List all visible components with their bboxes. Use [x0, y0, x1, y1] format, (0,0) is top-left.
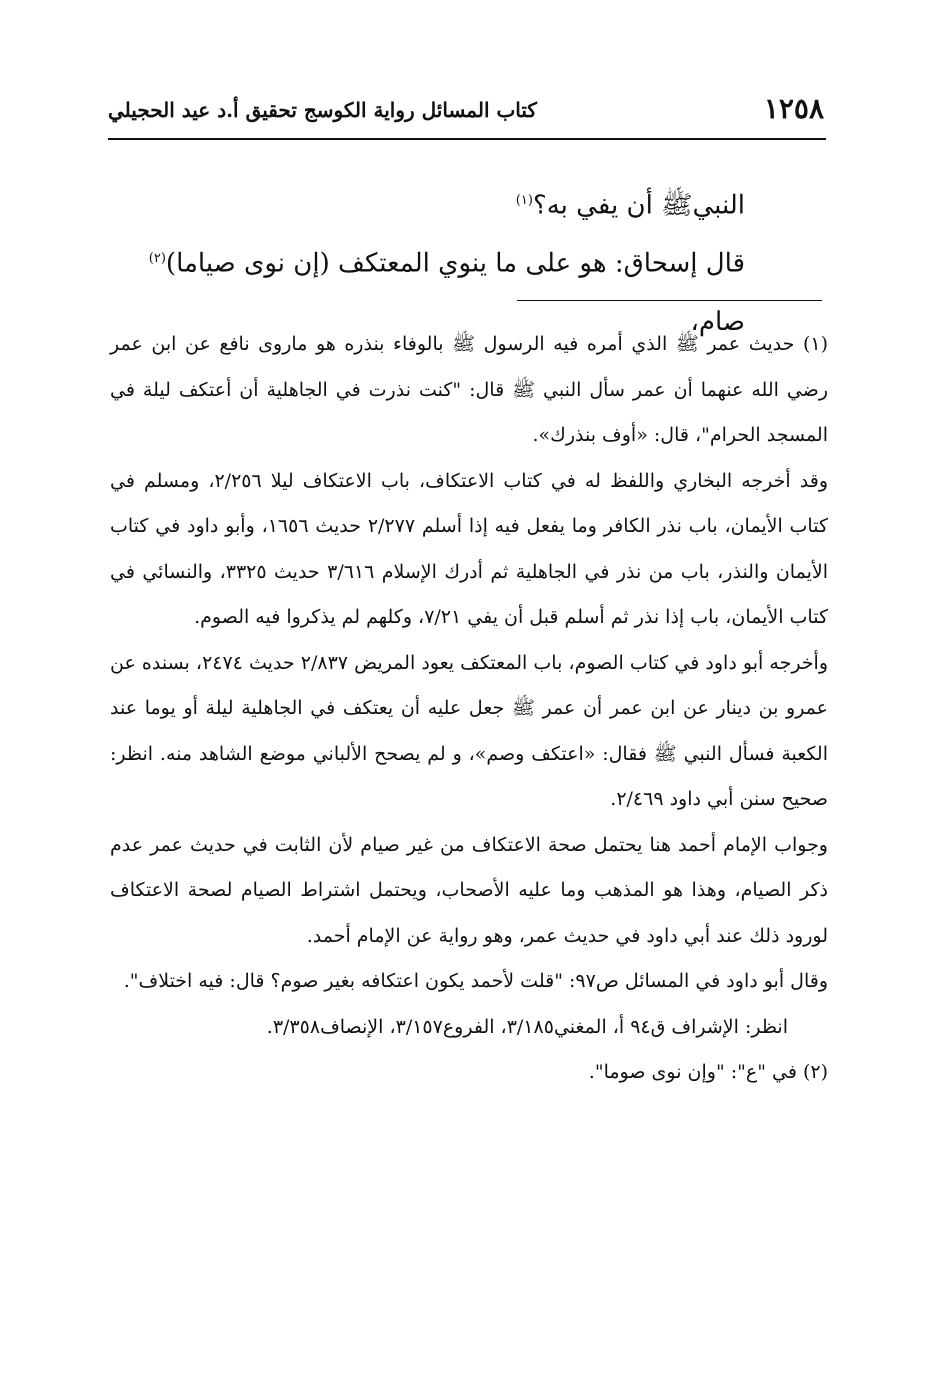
running-header — [108, 92, 824, 128]
footnote-text: حديث عمر ﷺ الذي أمره فيه الرسول ﷺ بالوفاء بنذره هو ماروى نافع عن ابن عمر رضي الله عنهما أن عمر سأل النبي ﷺ قال: "كنت نذرت في الجاهلية أن أعتكف ليلة في المسجد الحرام"، قال: «أوف بنذرك». — [110, 333, 828, 446]
footnote-paragraph — [110, 322, 828, 459]
main-line-text: صام، — [690, 306, 745, 337]
footnote-paragraph — [110, 959, 828, 1005]
footnote-text: وأخرجه أبو داود في كتاب الصوم، باب المعتكف يعود المريض ٢/٨٣٧ حديث ٢٤٧٤، بسنده عن عمرو بن دينار عن ابن عمر أن عمر ﷺ جعل عليه أن يعتكف في الجاهلية ليلة أو يوما عند الكعبة فسأل النبي ﷺ فقال: «اعتكف وصم»، و لم يصحح الألباني موضع الشاهد منه. انظر: صحيح سنن أبي داود ٢/٤٦٩. — [110, 651, 829, 810]
header-rule — [108, 138, 826, 140]
footnote-number: (١) — [794, 333, 828, 355]
footnote-text: وقد أخرجه البخاري واللفظ له في كتاب الاعتكاف، باب الاعتكاف ليلا ٢/٢٥٦، ومسلم في كتاب الأيمان، باب نذر الكافر وما يفعل فيه إذا أسلم ٢/٢٧٧ حديث ١٦٥٦، وأبو داود في كتاب الأيمان والنذر، باب من نذر في الجاهلية ثم أدرك الإسلام ٣/٦١٦ حديث ٣٣٢٥، والنسائي في كتاب الأيمان، باب إذا نذر ثم أسلم قبل أن يفي ٧/٢١، وكلهم لم يذكروا فيه الصوم. — [110, 469, 828, 628]
footnote-text: وقال أبو داود في المسائل ص٩٧: "قلت لأحمد يكون اعتكافه بغير صوم؟ قال: فيه اختلاف". — [123, 970, 828, 992]
footnote-text: وجواب الإمام أحمد هنا يحتمل صحة الاعتكاف من غير صيام لأن الثابت في حديث عمر عدم ذكر الصيام، وهذا هو المذهب وما عليه الأصحاب، ويحتمل اشتراط الصيام لصحة الاعتكاف لورود ذلك عند أبي داود في حديث عمر، وهو رواية عن الإمام أحمد. — [110, 833, 828, 947]
page-number: ١٢٥٨ — [763, 92, 824, 125]
main-line-text: قال إسحاق: هو على ما ينوي المعتكف (إن نوى صياما) — [165, 248, 745, 279]
book-title: كتاب المسائل رواية الكوسج تحقيق أ.د عيد الحجيلي — [108, 98, 537, 122]
main-line — [105, 230, 745, 337]
footnote-text: انظر: الإشراف ق٩٤ أ، المغني٣/١٨٥، الفروع٣/١٥٧، الإنصاف٣/٣٥٨. — [266, 1015, 788, 1038]
main-line-text: النبيﷺ أن يفي به؟ — [532, 190, 745, 221]
footnote-separator — [517, 300, 822, 301]
main-text — [105, 172, 745, 337]
footnote-paragraph — [110, 641, 828, 823]
footnote-ref: (٢) — [148, 251, 166, 266]
footnote-text: في "ع": "وإن نوى صوما". — [588, 1061, 797, 1083]
footnote-paragraph — [110, 1005, 828, 1051]
footnote-number: (٢) — [796, 1061, 828, 1083]
main-line — [105, 172, 745, 230]
footnote-paragraph — [110, 1050, 828, 1096]
footnotes — [110, 322, 828, 1096]
footnote-paragraph — [110, 459, 828, 641]
footnote-paragraph — [110, 823, 828, 960]
footnote-ref: (١) — [515, 193, 533, 208]
